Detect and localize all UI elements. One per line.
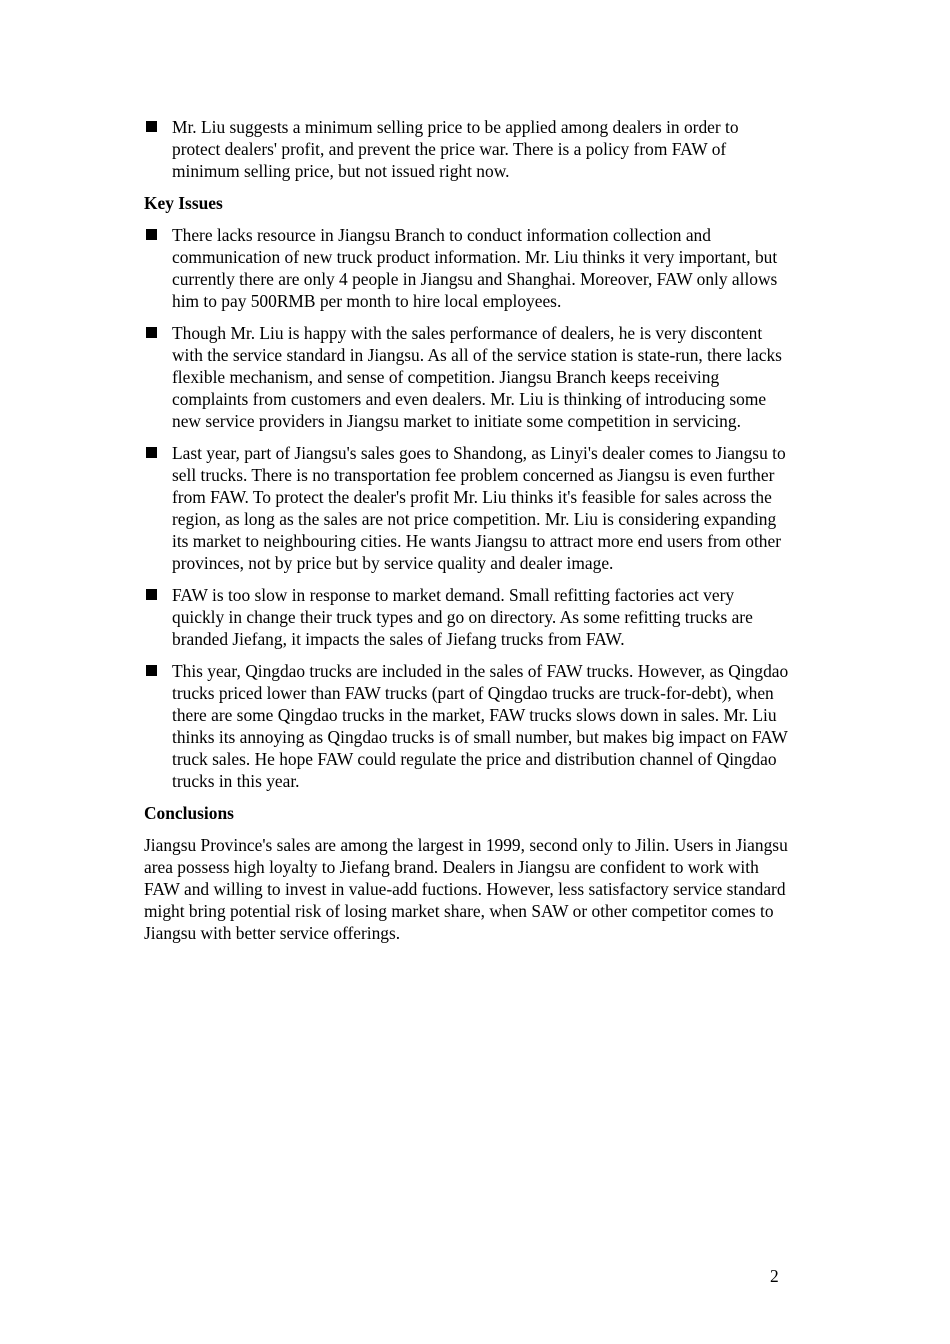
bullet-item-shandong-sales bbox=[144, 442, 789, 574]
bullet-text: Though Mr. Liu is happy with the sales performance of dealers, he is very discontent with the service standard in Jiangsu. As all of the service station is state-run, there lacks flexible mechanism, and sense of competition. Jiangsu Branch keeps receiving complaints from customers and even dealers. Mr. Liu is thinking of introducing some new service providers in Jiangsu market to initiate some competition in servicing. bbox=[172, 323, 782, 431]
square-bullet-icon bbox=[146, 589, 157, 600]
section-heading-conclusions: Conclusions bbox=[144, 803, 234, 823]
bullet-item-market-response bbox=[144, 584, 789, 650]
page-number: 2 bbox=[770, 1266, 779, 1286]
conclusions-paragraph: Jiangsu Province's sales are among the largest in 1999, second only to Jilin. Users in Jiangsu area possess high loyalty to Jiefang brand. Dealers in Jiangsu are confident to work with FAW and willing to invest in value-add fuctions. However, less satisfactory service standard might bring potential risk of losing market share, when SAW or other competitor comes to Jiangsu with better service offerings. bbox=[144, 835, 788, 943]
bullet-text: There lacks resource in Jiangsu Branch to conduct information collection and communication of new truck product information. Mr. Liu thinks it very important, but currently there are only 4 people in Jiangsu and Shanghai. Moreover, FAW only allows him to pay 500RMB per month to hire local employees. bbox=[172, 225, 778, 311]
square-bullet-icon bbox=[146, 447, 157, 458]
bullet-item-service-standard bbox=[144, 322, 789, 432]
square-bullet-icon bbox=[146, 121, 157, 132]
bullet-text: Mr. Liu suggests a minimum selling price to be applied among dealers in order to protect dealers' profit, and prevent the price war. There is a policy from FAW of minimum selling price, but not issued right now. bbox=[172, 117, 739, 181]
bullet-text: Last year, part of Jiangsu's sales goes to Shandong, as Linyi's dealer comes to Jiangsu to sell trucks. There is no transportation fee problem concerned as Jiangsu is even further from FAW. To protect the dealer's profit Mr. Liu thinks it's feasible for sales across the region, as long as the sales are not price competition. Mr. Liu is considering expanding its market to neighbouring cities. He wants Jiangsu to attract more end users from other provinces, not by price but by service quality and dealer image. bbox=[172, 443, 786, 573]
square-bullet-icon bbox=[146, 229, 157, 240]
square-bullet-icon bbox=[146, 665, 157, 676]
bullet-text: This year, Qingdao trucks are included in the sales of FAW trucks. However, as Qingdao trucks priced lower than FAW trucks (part of Qingdao trucks are truck-for-debt), when there are some Qingdao trucks in the market, FAW trucks slows down in sales. Mr. Liu thinks its annoying as Qingdao trucks is of small number, but makes big impact on FAW truck sales. He hope FAW could regulate the price and distribution channel of Qingdao trucks in this year. bbox=[172, 661, 789, 791]
square-bullet-icon bbox=[146, 327, 157, 338]
bullet-item-qingdao-trucks bbox=[144, 660, 789, 792]
bullet-text: FAW is too slow in response to market demand. Small refitting factories act very quickly in change their truck types and go on directory. As some refitting trucks are branded Jiefang, it impacts the sales of Jiefang trucks from FAW. bbox=[172, 585, 753, 649]
document-page bbox=[144, 116, 789, 944]
section-heading-key-issues: Key Issues bbox=[144, 193, 223, 213]
bullet-item-resource bbox=[144, 224, 789, 312]
bullet-item-min-price bbox=[144, 116, 789, 182]
